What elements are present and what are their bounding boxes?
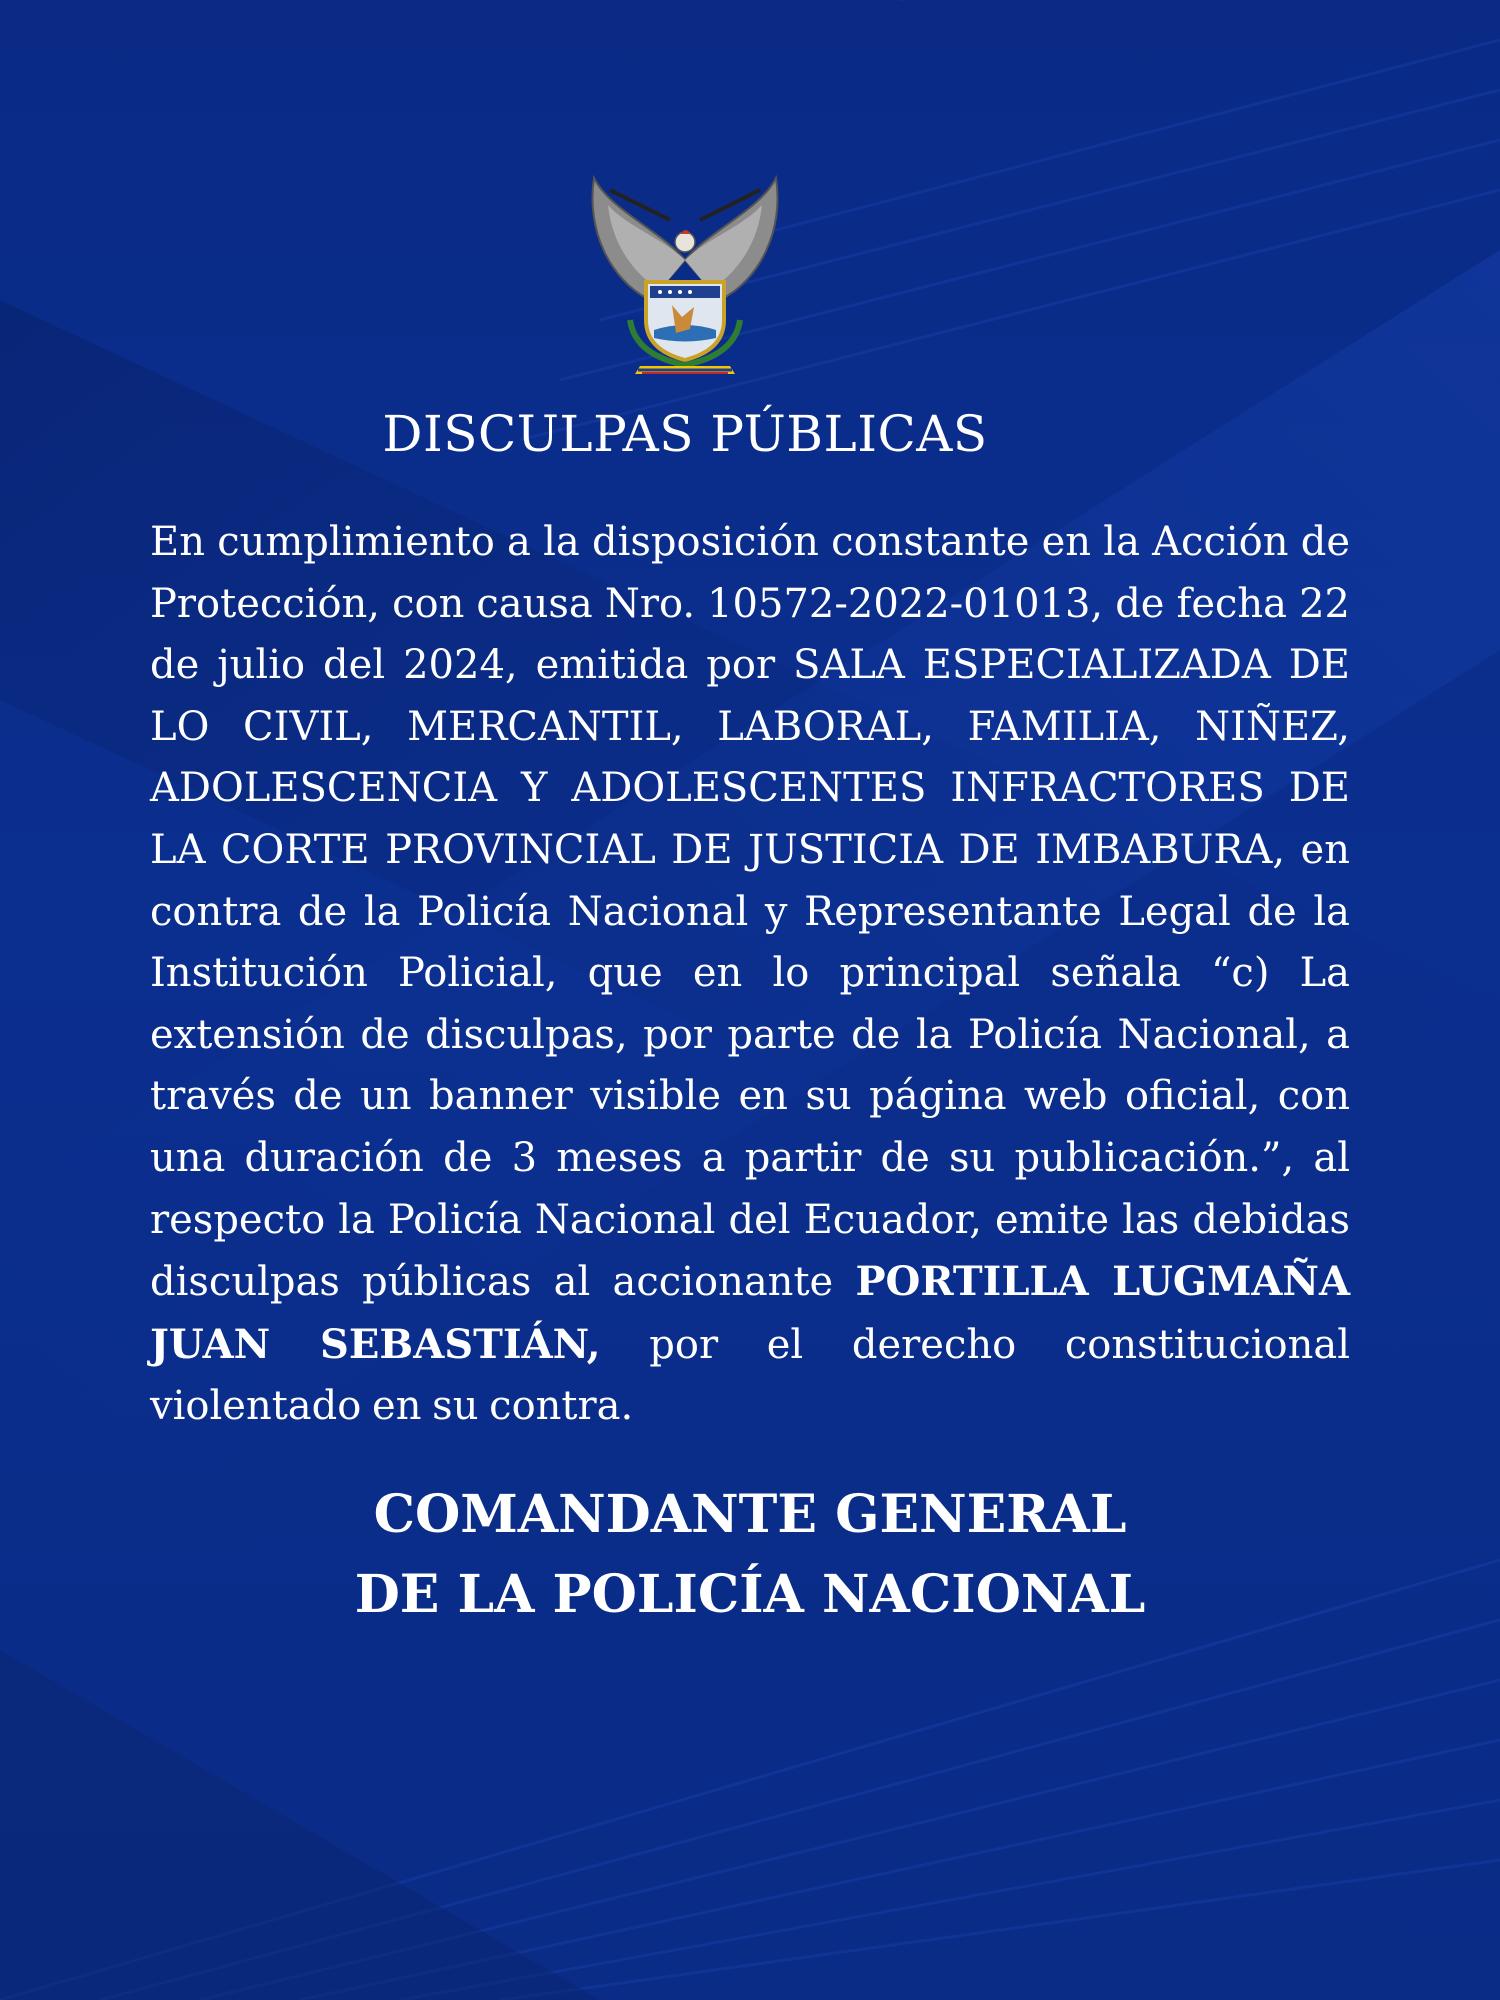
signature-block bbox=[0, 1475, 1500, 1635]
body-text-intro: En cumplimiento a la disposición constante en la Acción de Protección, con causa Nro. 10572-2022-01013, de fecha 22 de julio del 2024, emitida por SALA ESPECIALIZADA DE LO CIVIL, MERCANTIL, LABORAL, FAMILIA, NIÑEZ, ADOLESCENCIA Y ADOLESCENTES INFRACTORES DE LA CORTE PROVINCIAL DE JUSTICIA DE IMBABURA, en contra de la Policía Nacional y Representante Legal de la Institución Policial, que en lo principal señala “c) La extensión de disculpas, por parte de la Policía Nacional, a través de un banner visible en su página web oficial, con una duración de 3 meses a partir de su publicación.”, al respecto la Policía Nacional del Ecuador, emite las debidas disculpas públicas al accionante bbox=[150, 519, 1350, 1306]
body-text-closing: por el derecho constitucional violentado en su contra. bbox=[150, 1321, 1351, 1430]
signature-line-1: COMANDANTE GENERAL bbox=[373, 1484, 1127, 1545]
signature-line-2: DE LA POLICÍA NACIONAL bbox=[354, 1564, 1146, 1625]
page-title: DISCULPAS PÚBLICAS bbox=[382, 405, 988, 463]
accionante-name: PORTILLA LUGMAÑA JUAN SEBASTIÁN, bbox=[150, 1258, 1350, 1368]
police-eagle-shield-emblem-icon bbox=[580, 170, 790, 380]
apology-body-paragraph bbox=[150, 512, 1350, 1438]
